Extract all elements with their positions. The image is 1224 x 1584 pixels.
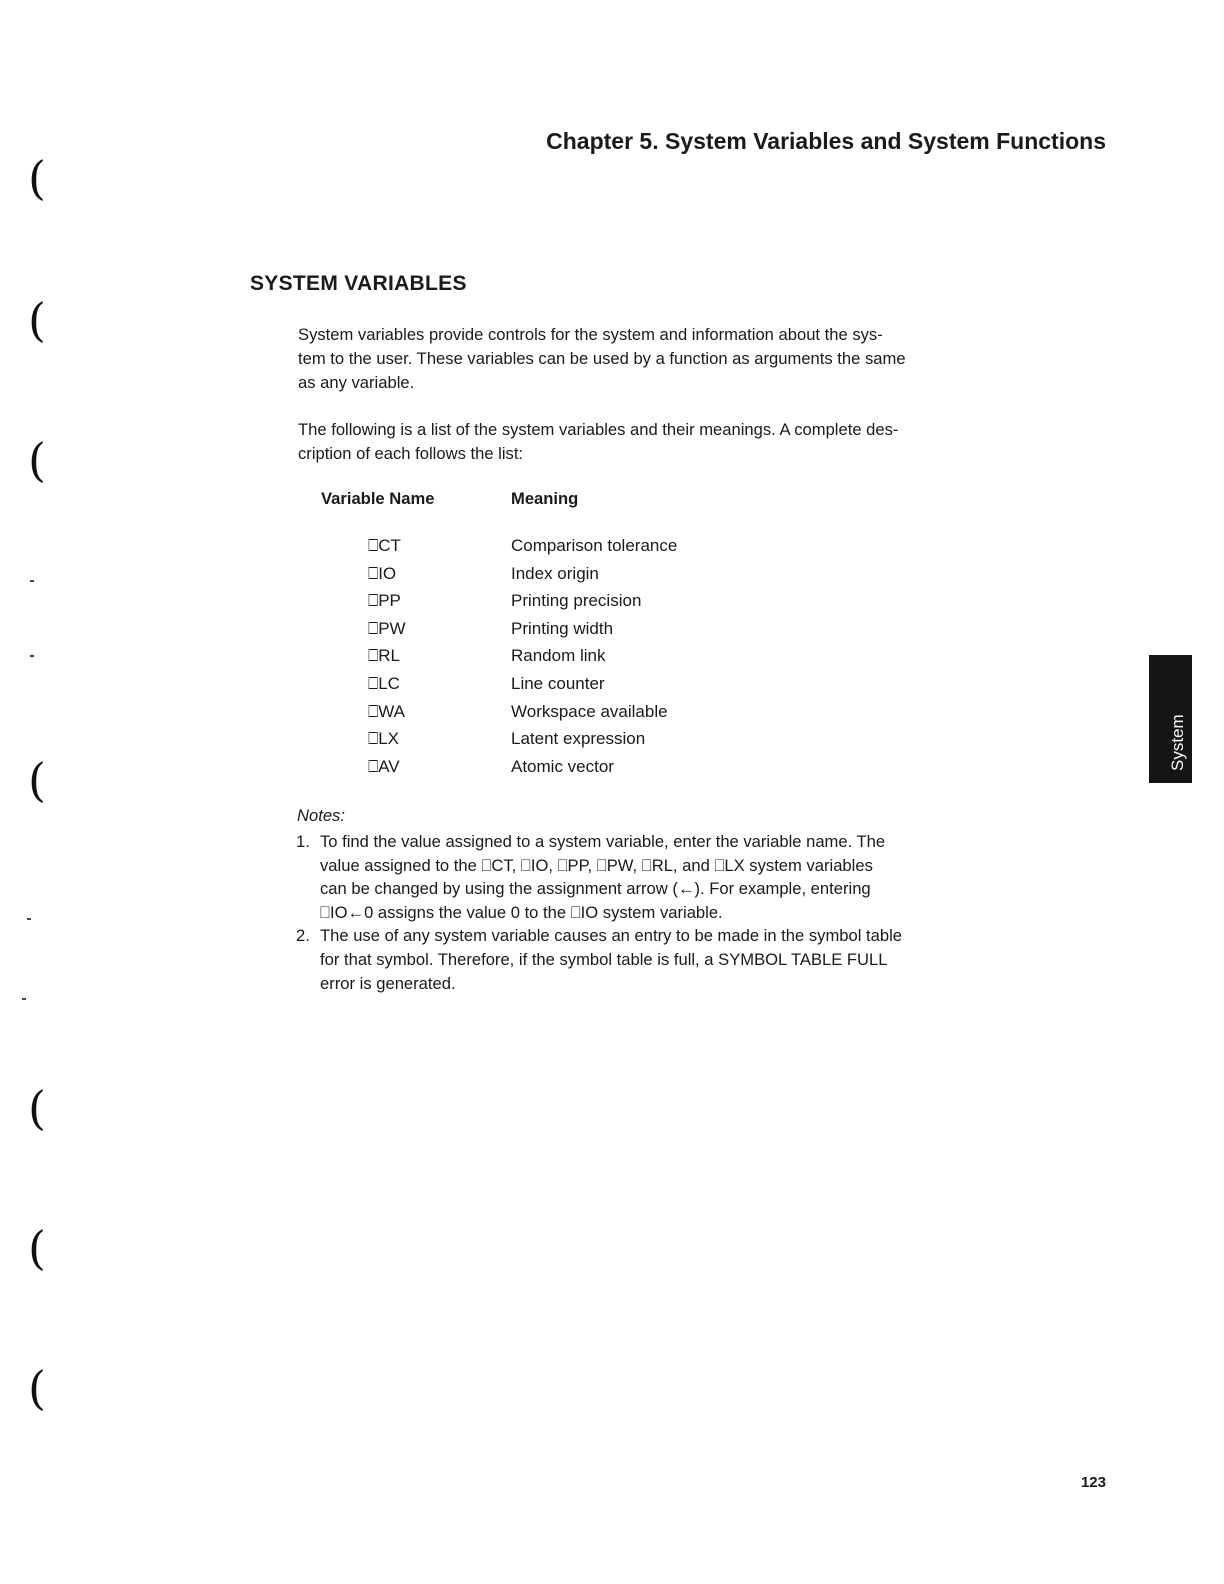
- thumb-tab-label: [1167, 701, 1209, 771]
- note-line: ⎕IO←0 assigns the value 0 to the ⎕IO system variable.: [320, 902, 723, 922]
- variable-meaning: Comparison tolerance: [511, 536, 678, 555]
- thumb-tab-line: Variables: [1189, 701, 1208, 771]
- variable-name: ⎕PW: [368, 618, 406, 638]
- list-item: [296, 830, 1016, 924]
- note-line: can be changed by using the assignment arrow (←). For example, entering: [320, 879, 871, 899]
- variable-meaning: Line counter: [511, 673, 605, 693]
- binder-hole-mark: (: [28, 433, 46, 487]
- note-line: for that symbol. Therefore, if the symbol table is full, a SYMBOL TABLE FULL: [320, 949, 888, 969]
- intro-line: as any variable.: [298, 373, 415, 392]
- scan-speck: [30, 655, 34, 657]
- binder-hole-mark: (: [28, 293, 46, 347]
- variable-meaning: Printing precision: [511, 591, 642, 611]
- variable-name: ⎕WA: [368, 701, 405, 721]
- intro-line: System variables provide controls for the system and information about the sys-: [298, 325, 883, 344]
- intro-line: tem to the user. These variables can be used by a function as arguments the same: [298, 349, 906, 368]
- variable-meaning: Random link: [511, 646, 606, 666]
- variable-name: ⎕PP: [368, 591, 401, 611]
- variable-name: ⎕LC: [368, 673, 400, 693]
- variable-name: ⎕AV: [368, 756, 400, 776]
- note-line: error is generated.: [320, 973, 456, 993]
- list-intro-line: The following is a list of the system variables and their meanings. A complete des-: [298, 420, 899, 439]
- variable-meaning: Latent expression: [511, 729, 646, 749]
- binder-hole-mark: (: [28, 1361, 46, 1415]
- thumb-tab-line: System: [1168, 714, 1187, 771]
- note-line: value assigned to the ⎕CT, ⎕IO, ⎕PP, ⎕PW, ⎕RL, and ⎕LX system variables: [320, 855, 873, 875]
- notes-list: [296, 830, 1016, 995]
- binder-hole-mark: (: [28, 151, 46, 205]
- note-line: To find the value assigned to a system variable, enter the variable name. The: [320, 832, 886, 851]
- section-thumb-tab: [1149, 655, 1208, 783]
- scan-speck: [30, 580, 34, 582]
- list-intro-line: cription of each follows the list:: [298, 444, 524, 463]
- section-heading: SYSTEM VARIABLES: [250, 272, 467, 295]
- variable-meaning: Printing width: [511, 618, 614, 638]
- variable-name: ⎕IO: [368, 563, 397, 583]
- note-number: 1.: [296, 832, 310, 851]
- scan-speck: [27, 918, 31, 920]
- binder-hole-mark: (: [28, 1221, 46, 1275]
- intro-paragraph: [298, 323, 988, 395]
- variable-meaning: Atomic vector: [511, 756, 614, 776]
- variable-meaning: Workspace available: [511, 701, 668, 721]
- note-line: The use of any system variable causes an entry to be made in the symbol table: [320, 926, 903, 946]
- notes-label: Notes:: [297, 806, 345, 825]
- page-number: 123: [1080, 1474, 1106, 1491]
- variable-name: ⎕RL: [368, 646, 400, 666]
- variable-name-column-header: Variable Name: [321, 489, 435, 508]
- variable-name: ⎕LX: [368, 729, 399, 749]
- list-intro-paragraph: [298, 418, 988, 466]
- note-number: 2.: [296, 926, 310, 946]
- variable-name: ⎕CT: [368, 536, 401, 555]
- scan-speck: [22, 998, 26, 1000]
- meaning-column-header: Meaning: [511, 489, 579, 508]
- binder-hole-mark: (: [28, 1081, 46, 1135]
- binder-hole-mark: (: [28, 753, 46, 807]
- chapter-title: Chapter 5. System Variables and System Functions: [546, 128, 1106, 154]
- list-item: [296, 924, 1016, 995]
- variable-meaning: Index origin: [511, 563, 599, 583]
